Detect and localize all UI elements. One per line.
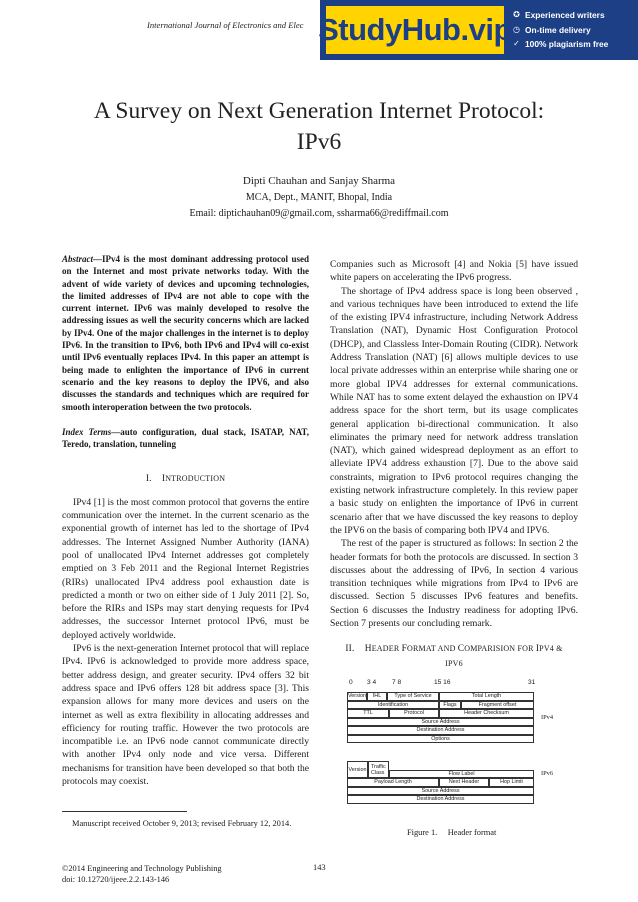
studyhub-banner[interactable] <box>320 0 638 60</box>
doi-line: doi: 10.12720/ijeee.2.2.143-146 <box>62 875 170 884</box>
section-heading-header-format: II. HEADER FORMAT AND COMPARISION FOR IPV4 & IPV6 <box>345 644 563 668</box>
traffic-label: Traffic <box>371 763 386 770</box>
abstract <box>62 253 309 413</box>
ipv6-flow-label-field: Flow Label <box>389 770 534 779</box>
index-terms-label: Index Terms <box>62 426 112 437</box>
copyright-line: ©2014 Engineering and Technology Publishing <box>62 864 222 873</box>
bit-label: 3 4 <box>367 679 377 686</box>
intro-paragraph-2: IPv6 is the next-generation Internet protocol that will replace IPv4. IPv6 is acknowledged to provide more address space, better address design, and greater security. IPv4 offers 32 bit address space and IPv6 offers 128 bit address space [3]. This expansion allows for many more devices and users on the internet as well as extra flexibility in allocating addresses and efficiency for routing traffic. However the two protocols are incompatible i.e. an IPv6 node cannot communicate directly with another IPv4 only node and vice versa. Different mechanisms for transition have been developed so that both the protocols may coexist. <box>62 643 309 787</box>
footer-copyright <box>62 863 222 885</box>
ipv4-protocol-field: Protocol <box>389 709 439 718</box>
title-line-1: A Survey on Next Generation Internet Protocol: <box>93 98 545 124</box>
affiliation: MCA, Dept., MANIT, Bhopal, India <box>245 192 393 203</box>
studyhub-logo[interactable]: StudyHub.vip <box>326 6 504 54</box>
header-format-figure <box>345 679 580 821</box>
abstract-text: —IPv4 is the most dominant addressing protocol used on the Internet and most private networks today. With the advent of wide variety of devices and upcoming technologies, the limited addresses of IPv4 are not able to cope with the current internet. IPv6 was mainly developed to resolve the addressing issues as well the security concerns which are lacked by IPv4. One of the major challenges in the internet is to deploy IPv6. In the transition to IPv6, both IPv6 and IPv4 will co-exist until IPv6 eventually replaces IPv4. In this paper an attempt is being made to enlighten the importance of IPv6 in current scenario and the key reasons to deploy the IPV6, and also discusses the standards and techniques which are required for smooth interoperation between the two protocols. <box>62 254 309 412</box>
index-terms <box>62 426 309 451</box>
ipv6-label: IPv6 <box>541 770 554 777</box>
ipv4-ttl-field: TTL <box>347 709 389 718</box>
authors: Dipti Chauhan and Sanjay Sharma <box>242 175 396 187</box>
ipv4-tos-field: Type of Service <box>387 692 439 701</box>
banner-item-label: Experienced writers <box>525 10 605 20</box>
ipv4-options-field: Options <box>347 735 534 744</box>
page-number: 143 <box>313 863 326 872</box>
right-paragraph-1: The shortage of IPv4 address space is long been observed , and various techniques have been introduced to extend the life of the existing IPV4 infrastructure, including Network Address Translation (NAT), Dynamic Host Configuration Protocol (DHCP), and Classless Inter-Domain Routing (CIDR). Network Address Translation (NAT) [6] allows multiple devices to use local private addresses within an enterprise while sharing one or more global IPV4 addresses for external communications. While NAT has to some extent delayed the exhaustion on IPV4 address space for the short term, but its usage complicates general application bi-directional communication. It also eliminates the primary need for network address translation (NAT), which gained widespread deployment as an effort to alleviate IPV4 address exhaustion [7]. Due to the above said constraints, migration to IPv6 protocol requires changing the existing network infrastructure completely. In this review paper a basic study on enlighten the importance of IPv6 in current scenario after that we have discussed the key reasons to deploy the IPV6 on the basis of comparing both IPV4 and IPV6. <box>330 285 578 536</box>
right-column <box>330 258 578 671</box>
footnote: Manuscript received October 9, 2013; revised February 12, 2014. <box>72 819 292 828</box>
index-terms-text: —auto configuration, dual stack, ISATAP, NAT, Teredo, translation, tunneling <box>62 426 309 450</box>
ipv6-payload-length-field: Payload Length <box>347 778 439 787</box>
title-line-2: IPv6 <box>296 129 342 155</box>
ipv4-source-address-field: Source Address <box>347 718 534 727</box>
paper-title <box>40 96 598 158</box>
section-heading-introduction: I. INTRODUCTION <box>145 474 226 485</box>
ipv6-hop-limit-field: Hop Limit <box>489 778 534 787</box>
intro-paragraph-1: IPv4 [1] is the most common protocol that governs the entire communication over the internet. In the current scenario as the exponential growth of internet has led to the shortage of IPv4 addresses. The Internet Assigned Number Authority (IANA) pool of unallocated IPv4 Internet addresses got completely emptied on 3 Feb 2011 and the Regional Internet Registries (RIRs) unallocated IPv4 address pool exhaustion date is predicted a month or two on either side of 1 July 2011 [2]. So, before the RIRs and ISPs may start denying requests for IPv4 addresses, the successor Internet protocol IPv6, must be deployed actively worldwide. <box>62 496 309 641</box>
ipv4-label: IPv4 <box>541 714 554 721</box>
banner-item-label: On-time delivery <box>525 24 591 35</box>
left-column <box>62 253 309 788</box>
ipv6-version-field: Version <box>347 761 368 778</box>
banner-item-writers <box>512 8 608 23</box>
figure-caption: Figure 1. Header format <box>407 828 497 837</box>
banner-item-plagiarism <box>512 37 608 52</box>
banner-item-delivery <box>512 23 608 38</box>
badge-icon: ✓ <box>513 39 520 48</box>
author-emails: Email: diptichauhan09@gmail.com, ssharma66@rediffmail.com <box>189 208 449 219</box>
footnote-divider <box>62 811 187 812</box>
ipv6-destination-address-field: Destination Address <box>347 795 534 804</box>
class-label: Class <box>371 769 385 776</box>
ipv6-next-header-field: Next Header <box>439 778 489 787</box>
bit-label: 31 <box>528 679 536 686</box>
ipv4-version-field: Version <box>348 693 366 700</box>
star-check-icon: ✪ <box>513 10 520 19</box>
ipv4-identification-field: Identification <box>347 701 439 710</box>
bit-label: 7 8 <box>392 679 402 686</box>
ipv4-flags-field: Flags <box>439 701 461 710</box>
right-paragraph-0: Companies such as Microsoft [4] and Nokia [5] have issued white papers on accelerating the IPv6 progress. <box>330 259 578 284</box>
ipv4-destination-address-field: Destination Address <box>347 726 534 735</box>
right-paragraph-2: The rest of the paper is structured as follows: In section 2 the header formats for both the protocols are discussed. In section 3 discusses about the addressing of IPv6, In section 4 various transition techniques while migrations from IPv4 to IPv6 are discussed. Section 5 discusses IPv6 features and benefits. Section 6 discusses the Industry readiness for adopting IPv6. Section 7 presents our concluding remark. <box>330 538 578 630</box>
journal-header: International Journal of Electronics and Elec <box>147 20 304 30</box>
ipv4-checksum-field: Header Checksum <box>439 709 534 718</box>
banner-feature-list <box>512 8 608 52</box>
abstract-label: Abstract <box>62 254 94 264</box>
ipv4-total-length-field: Total Length <box>439 692 534 701</box>
ipv4-fragment-offset-field: Fragment offset <box>461 701 534 710</box>
clock-icon: ◷ <box>513 24 520 34</box>
bit-label: 15 16 <box>434 679 451 686</box>
bit-label: 0 <box>349 679 353 686</box>
ipv4-ihl-field: IHL <box>367 692 387 701</box>
ipv6-traffic-class-field <box>368 761 389 778</box>
ipv6-source-address-field: Source Address <box>347 787 534 796</box>
banner-item-label: 100% plagiarism free <box>525 39 609 49</box>
